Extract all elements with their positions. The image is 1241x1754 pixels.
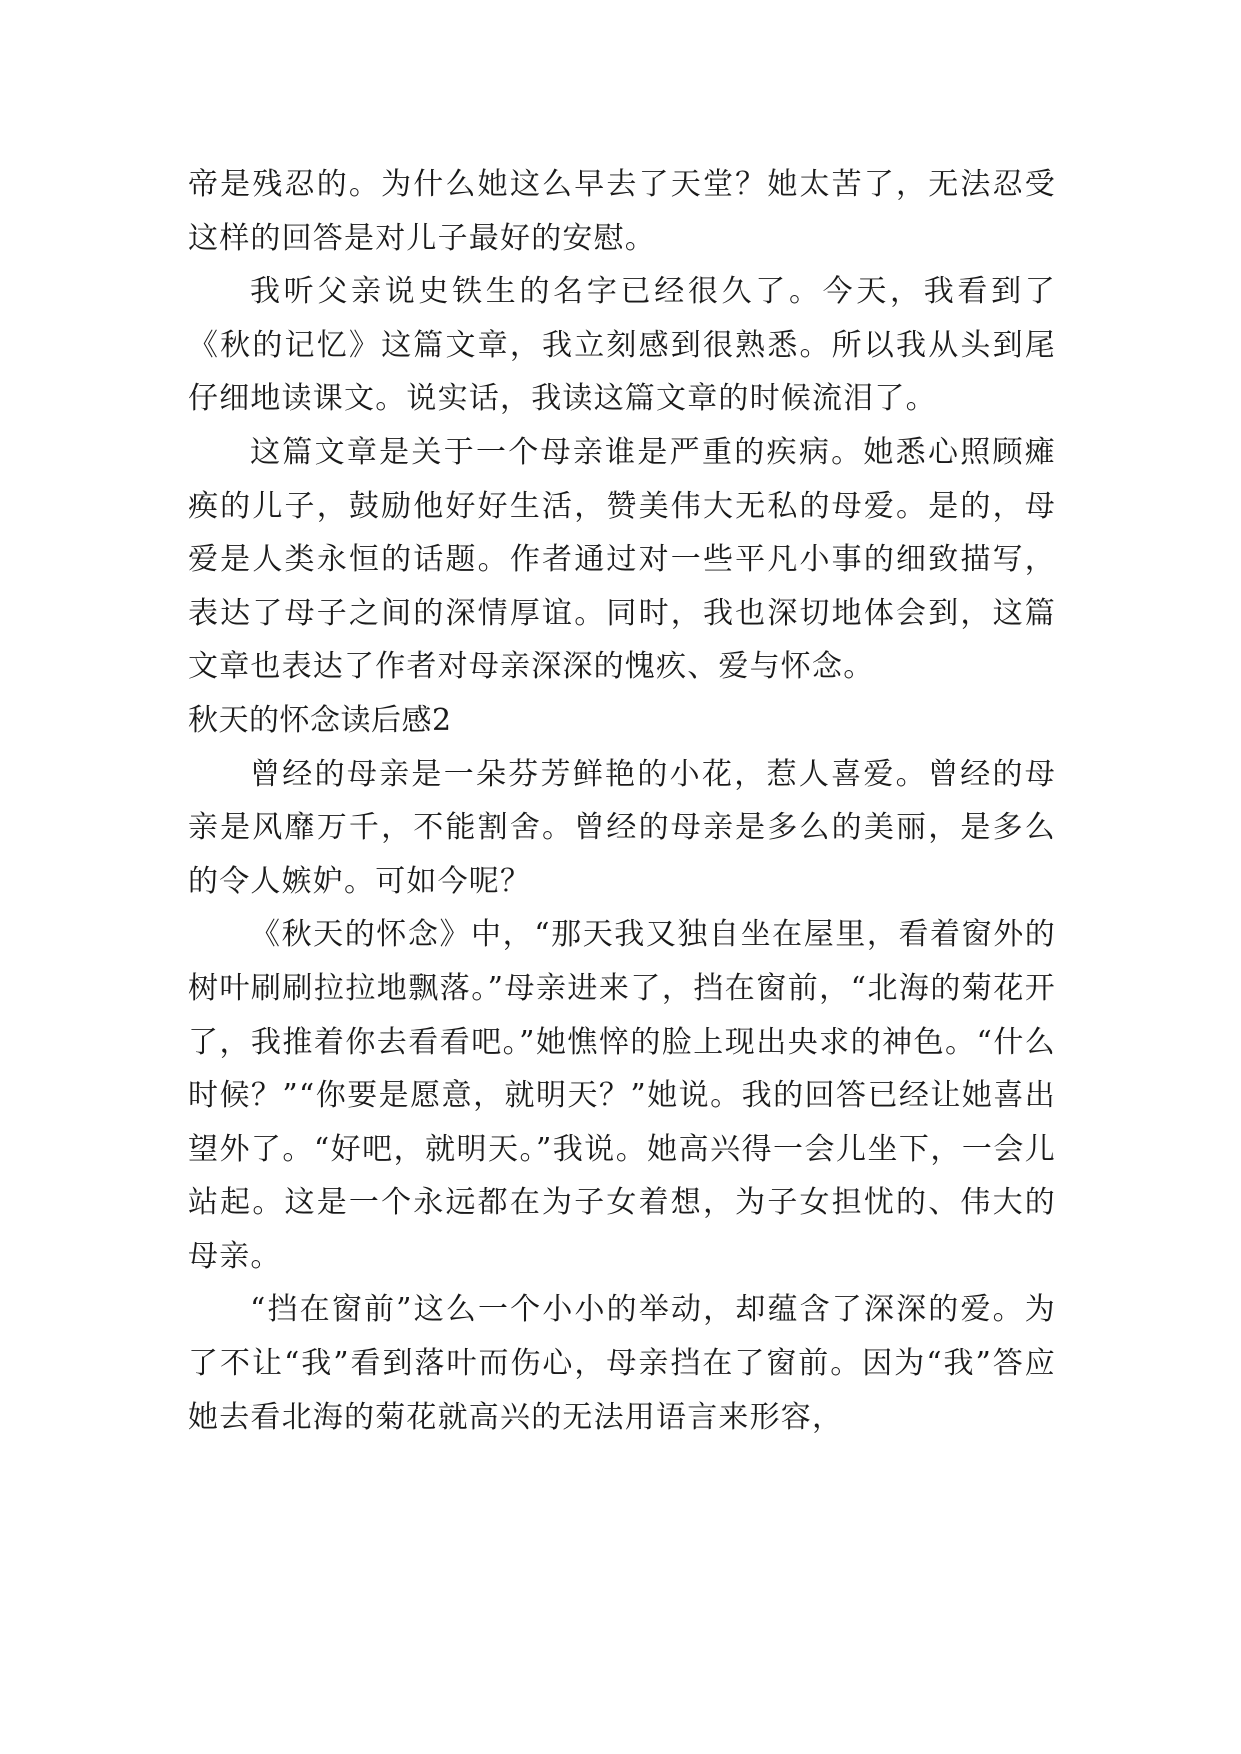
paragraph-2: 我听父亲说史铁生的名字已经很久了。今天，我看到了《秋的记忆》这篇文章，我立刻感到很熟悉。所以我从头到尾仔细地读课文。说实话，我读这篇文章的时候流泪了。 xyxy=(188,274,1056,417)
paragraph-3: 这篇文章是关于一个母亲谁是严重的疾病。她悉心照顾瘫痪的儿子，鼓励他好好生活，赞美伟大无私的母爱。是的，母爱是人类永恒的话题。作者通过对一些平凡小事的细致描写，表达了母子之间的深情厚谊。同时，我也深切地体会到，这篇文章也表达了作者对母亲深深的愧疚、爱与怀念。 xyxy=(188,434,1056,685)
paragraph-6: “挡在窗前”这么一个小小的举动，却蕴含了深深的爱。为了不让“我”看到落叶而伤心，母亲挡在了窗前。因为“我”答应她去看北海的菊花就高兴的无法用语言来形容， xyxy=(188,1292,1056,1435)
paragraph-1: 帝是残忍的。为什么她这么早去了天堂？她太苦了，无法忍受这样的回答是对儿子最好的安慰。 xyxy=(188,167,1056,256)
document-page xyxy=(188,158,1056,1444)
paragraph-4: 曾经的母亲是一朵芬芳鲜艳的小花，惹人喜爱。曾经的母亲是风靡万千，不能割舍。曾经的母亲是多么的美丽，是多么的令人嫉妒。可如今呢？ xyxy=(188,756,1056,899)
paragraph-5: 《秋天的怀念》中，“那天我又独自坐在屋里，看着窗外的树叶刷刷拉拉地飘落。”母亲进来了，挡在窗前，“北海的菊花开了，我推着你去看看吧。”她憔悴的脸上现出央求的神色。“什么时候？”“你要是愿意，就明天？”她说。我的回答已经让她喜出望外了。“好吧，就明天。”我说。她高兴得一会儿坐下，一会儿站起。这是一个永远都在为子女着想，为子女担忧的、伟大的母亲。 xyxy=(188,917,1056,1274)
section-heading: 秋天的怀念读后感2 xyxy=(188,702,452,738)
